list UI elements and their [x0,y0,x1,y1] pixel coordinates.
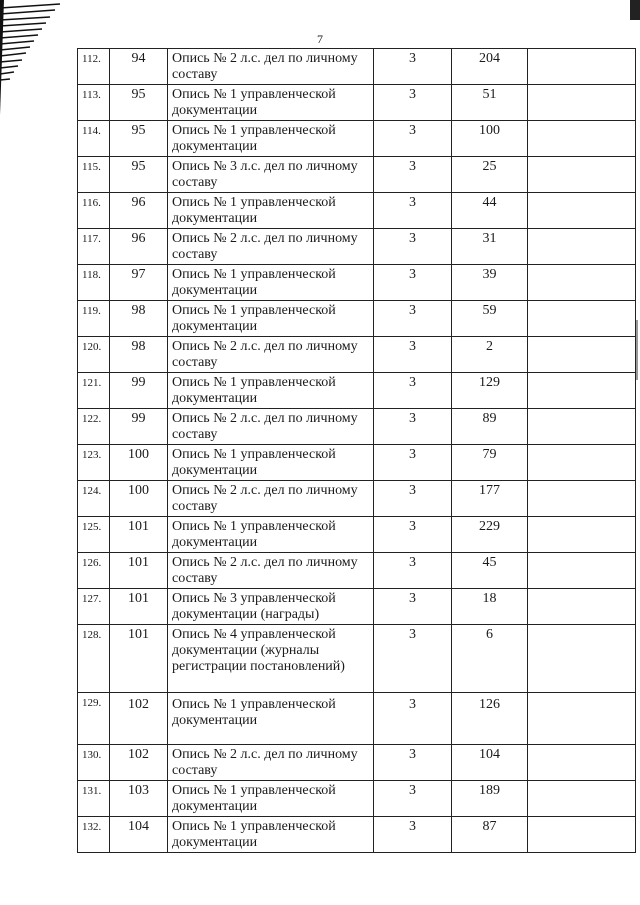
table-row [78,445,636,481]
inventory-title-cell: Опись № 1 управленческой документации [168,517,374,553]
note-cell [528,445,636,481]
fund-number-cell: 103 [110,781,168,817]
row-number-cell: 126. [78,553,110,589]
items-count-cell: 31 [452,229,528,265]
inventory-title-cell: Опись № 2 л.с. дел по личному составу [168,481,374,517]
note-cell [528,85,636,121]
items-count-cell: 18 [452,589,528,625]
table-body [78,49,636,853]
items-count-cell: 126 [452,693,528,745]
items-count-cell: 100 [452,121,528,157]
row-number-cell: 125. [78,517,110,553]
inventory-title-cell: Опись № 1 управленческой документации [168,817,374,853]
row-number-cell: 117. [78,229,110,265]
items-count-cell: 189 [452,781,528,817]
row-number-cell: 132. [78,817,110,853]
table-row [78,373,636,409]
fund-number-cell: 101 [110,589,168,625]
row-number-cell: 124. [78,481,110,517]
fund-number-cell: 100 [110,481,168,517]
fund-number-cell: 99 [110,373,168,409]
table-row [78,229,636,265]
table-row [78,517,636,553]
inventory-title-cell: Опись № 1 управленческой документации [168,445,374,481]
fund-number-cell: 98 [110,301,168,337]
copies-count-cell: 3 [374,625,452,693]
fund-number-cell: 102 [110,693,168,745]
row-number-cell: 130. [78,745,110,781]
copies-count-cell: 3 [374,693,452,745]
archive-inventory-table [77,48,636,853]
copies-count-cell: 3 [374,121,452,157]
note-cell [528,693,636,745]
copies-count-cell: 3 [374,481,452,517]
inventory-title-cell: Опись № 3 управленческой документации (награды) [168,589,374,625]
note-cell [528,121,636,157]
inventory-title-cell: Опись № 4 управленческой документации (журналы регистрации постановлений) [168,625,374,693]
scan-edge-mark [0,0,70,120]
table-row [78,409,636,445]
table-row [78,337,636,373]
table-row [78,121,636,157]
copies-count-cell: 3 [374,337,452,373]
fund-number-cell: 95 [110,157,168,193]
note-cell [528,589,636,625]
scan-speck [636,320,638,380]
items-count-cell: 229 [452,517,528,553]
table-row [78,157,636,193]
fund-number-cell: 101 [110,625,168,693]
inventory-title-cell: Опись № 1 управленческой документации [168,301,374,337]
inventory-title-cell: Опись № 1 управленческой документации [168,193,374,229]
table-row [78,265,636,301]
note-cell [528,301,636,337]
fund-number-cell: 101 [110,517,168,553]
items-count-cell: 87 [452,817,528,853]
fund-number-cell: 97 [110,265,168,301]
note-cell [528,625,636,693]
table-row [78,481,636,517]
inventory-title-cell: Опись № 2 л.с. дел по личному составу [168,49,374,85]
note-cell [528,337,636,373]
items-count-cell: 45 [452,553,528,589]
table-row [78,625,636,693]
inventory-title-cell: Опись № 1 управленческой документации [168,265,374,301]
note-cell [528,817,636,853]
table-row [78,745,636,781]
row-number-cell: 112. [78,49,110,85]
row-number-cell: 113. [78,85,110,121]
row-number-cell: 114. [78,121,110,157]
note-cell [528,193,636,229]
copies-count-cell: 3 [374,589,452,625]
table-row [78,781,636,817]
fund-number-cell: 102 [110,745,168,781]
row-number-cell: 120. [78,337,110,373]
items-count-cell: 79 [452,445,528,481]
table-row [78,693,636,745]
items-count-cell: 6 [452,625,528,693]
note-cell [528,373,636,409]
copies-count-cell: 3 [374,229,452,265]
fund-number-cell: 104 [110,817,168,853]
copies-count-cell: 3 [374,373,452,409]
copies-count-cell: 3 [374,409,452,445]
note-cell [528,553,636,589]
copies-count-cell: 3 [374,301,452,337]
table-row [78,85,636,121]
row-number-cell: 123. [78,445,110,481]
row-number-cell: 129. [78,693,110,745]
fund-number-cell: 96 [110,229,168,265]
table-row [78,589,636,625]
inventory-title-cell: Опись № 1 управленческой документации [168,85,374,121]
inventory-title-cell: Опись № 1 управленческой документации [168,781,374,817]
fund-number-cell: 96 [110,193,168,229]
row-number-cell: 118. [78,265,110,301]
copies-count-cell: 3 [374,781,452,817]
table-row [78,193,636,229]
fund-number-cell: 94 [110,49,168,85]
copies-count-cell: 3 [374,517,452,553]
items-count-cell: 51 [452,85,528,121]
copies-count-cell: 3 [374,745,452,781]
inventory-title-cell: Опись № 2 л.с. дел по личному составу [168,553,374,589]
items-count-cell: 39 [452,265,528,301]
copies-count-cell: 3 [374,817,452,853]
copies-count-cell: 3 [374,157,452,193]
items-count-cell: 25 [452,157,528,193]
page-number: 7 [317,32,323,46]
row-number-cell: 122. [78,409,110,445]
items-count-cell: 104 [452,745,528,781]
fund-number-cell: 99 [110,409,168,445]
note-cell [528,265,636,301]
items-count-cell: 177 [452,481,528,517]
row-number-cell: 115. [78,157,110,193]
fund-number-cell: 95 [110,121,168,157]
note-cell [528,229,636,265]
table-row [78,553,636,589]
note-cell [528,781,636,817]
row-number-cell: 131. [78,781,110,817]
copies-count-cell: 3 [374,49,452,85]
items-count-cell: 129 [452,373,528,409]
items-count-cell: 2 [452,337,528,373]
fund-number-cell: 98 [110,337,168,373]
copies-count-cell: 3 [374,265,452,301]
row-number-cell: 116. [78,193,110,229]
note-cell [528,157,636,193]
scan-corner-mark [630,0,640,20]
items-count-cell: 44 [452,193,528,229]
inventory-title-cell: Опись № 3 л.с. дел по личному составу [168,157,374,193]
fund-number-cell: 95 [110,85,168,121]
copies-count-cell: 3 [374,553,452,589]
copies-count-cell: 3 [374,85,452,121]
note-cell [528,49,636,85]
note-cell [528,517,636,553]
row-number-cell: 119. [78,301,110,337]
table-row [78,817,636,853]
items-count-cell: 59 [452,301,528,337]
items-count-cell: 89 [452,409,528,445]
inventory-title-cell: Опись № 2 л.с. дел по личному составу [168,409,374,445]
inventory-title-cell: Опись № 2 л.с. дел по личному составу [168,745,374,781]
copies-count-cell: 3 [374,193,452,229]
copies-count-cell: 3 [374,445,452,481]
table-row [78,301,636,337]
inventory-title-cell: Опись № 1 управленческой документации [168,693,374,745]
note-cell [528,745,636,781]
row-number-cell: 121. [78,373,110,409]
row-number-cell: 127. [78,589,110,625]
inventory-title-cell: Опись № 2 л.с. дел по личному составу [168,337,374,373]
row-number-cell: 128. [78,625,110,693]
note-cell [528,409,636,445]
table-row [78,49,636,85]
inventory-title-cell: Опись № 1 управленческой документации [168,121,374,157]
note-cell [528,481,636,517]
items-count-cell: 204 [452,49,528,85]
fund-number-cell: 100 [110,445,168,481]
fund-number-cell: 101 [110,553,168,589]
inventory-title-cell: Опись № 1 управленческой документации [168,373,374,409]
inventory-title-cell: Опись № 2 л.с. дел по личному составу [168,229,374,265]
